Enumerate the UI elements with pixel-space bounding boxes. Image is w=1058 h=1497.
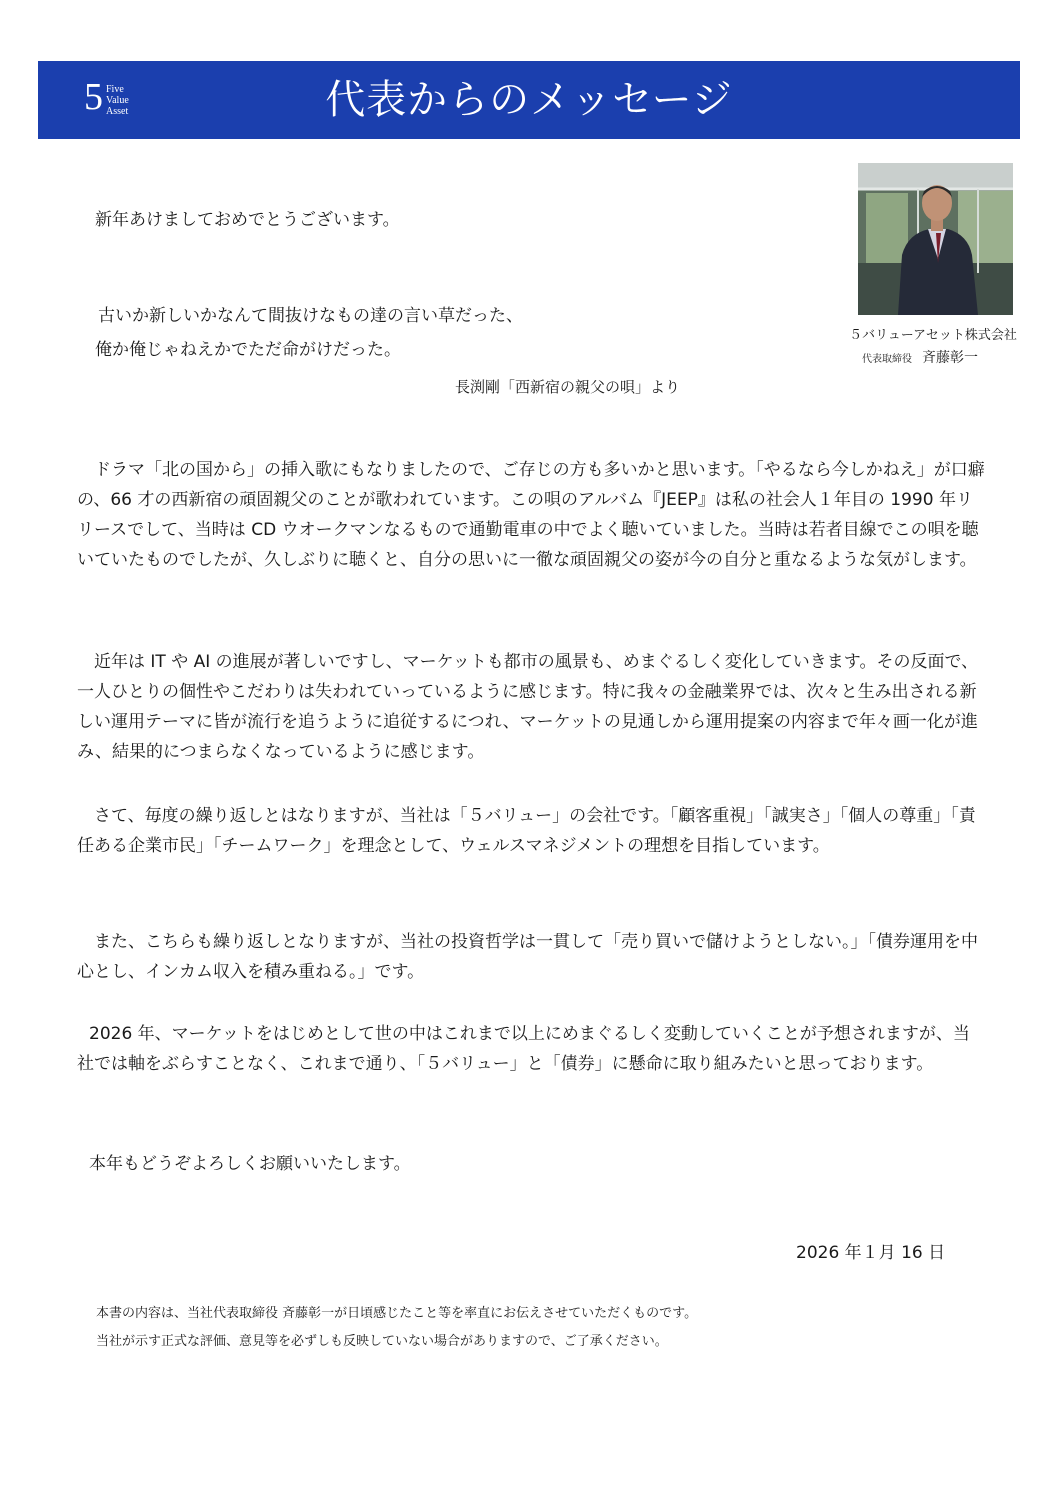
representative-name: 斉藤彰一 [922,350,978,366]
paragraph-6: 本年もどうぞよろしくお願いいたします。 [89,1154,411,1174]
paragraph-4: また、こちらも繰り返しとなりますが、当社の投資哲学は一貫して「売り買いで儲けようとしない。」「債券運用を中心とし、インカム収入を積み重ねる。」です。 [77,932,978,982]
ceo-portrait-image [858,163,1013,315]
new-year-greeting: 新年あけましておめでとうございます。 [95,210,400,230]
logo-word-five: Five [106,84,124,95]
representative [862,349,1012,369]
company-name: ５バリューアセット株式会社 [849,328,1017,343]
logo-word-value: Value [106,95,129,106]
paragraph-5: 2026 年、マーケットをはじめとして世の中はこれまで以上にめまぐるしく変動していくことが予想されますが、当社では軸をぶらすことなく、これまで通り、「５バリュー」と「債券」に懸命に取り組みたいと思っております。 [77,1024,970,1074]
lyric-source: 長渕剛「西新宿の親父の唄」より [455,378,681,396]
ceo-photo [858,163,1013,315]
disclaimer-line-2: 当社が示す正式な評価、意見等を必ずしも反映していない場合がありますので、ご了承ください。 [96,1334,668,1349]
representative-role: 代表取締役 [862,354,912,365]
lyric-line-1: 古いか新しいかなんて間抜けなもの達の言い草だった、 [98,306,523,326]
paragraph-1: ドラマ「北の国から」の挿入歌にもなりましたので、ご存じの方も多いかと思います。「やるなら今しかねえ」が口癖の、66 才の西新宿の頑固親父のことが歌われています。この唄のアルバム『JEEP』は私の社会人１年目の 1990 年リリースでして、当時は CD ウオークマンなるもので通勤電車の中でよく聴いていました。当時は若者目線でこの唄を聴いていたものでしたが、久しぶりに聴くと、自分の思いに一徹な頑固親父の姿が今の自分と重なるような気がします。 [77,460,985,570]
page-title: 代表からのメッセージ [325,77,733,123]
lyric-line-2: 俺か俺じゃねえかでただ命がけだった。 [95,340,401,360]
title-banner [38,61,1020,139]
logo-number: 5 [84,76,103,118]
disclaimer-line-1: 本書の内容は、当社代表取締役 斉藤彰一が日頃感じたこと等を率直にお伝えさせていただくものです。 [96,1306,698,1321]
paragraph-3: さて、毎度の繰り返しとはなりますが、当社は「５バリュー」の会社です。「顧客重視」「誠実さ」「個人の尊重」「責任ある企業市民」「チームワーク」を理念として、ウェルスマネジメントの理想を目指しています。 [77,806,976,856]
paragraph-2: 近年は IT や AI の進展が著しいですし、マーケットも都市の風景も、めまぐるしく変化していきます。その反面で、一人ひとりの個性やこだわりは失われていっているように感じます。特に我々の金融業界では、次々と生み出される新しい運用テーマに皆が流行を追うように追従するにつれ、マーケットの見通しから運用提案の内容まで年々画一化が進み、結果的につまらなくなっているように感じます。 [77,652,979,762]
logo-word-asset: Asset [106,106,129,117]
document-date: 2026 年１月 16 日 [796,1243,946,1263]
